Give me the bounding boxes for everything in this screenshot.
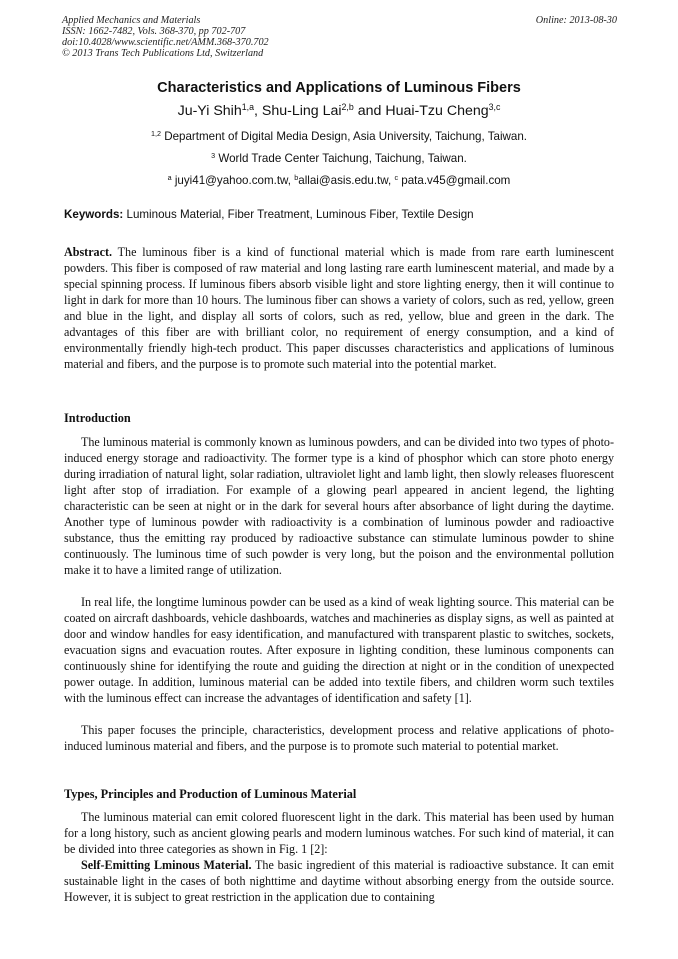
author-superscript: 1,a xyxy=(241,102,254,113)
affiliation-text: World Trade Center Taichung, Taichung, Taiwan. xyxy=(215,152,467,165)
email-superscript: a xyxy=(167,173,172,183)
email-link: pata.v45@gmail.com xyxy=(398,174,511,187)
abstract-label: Abstract. xyxy=(64,245,113,259)
affiliation-superscript: 1,2 xyxy=(150,129,161,139)
types-paragraph-2 xyxy=(64,858,614,906)
email-link: juyi41@yahoo.com.tw, xyxy=(171,174,295,187)
copyright-line: © 2013 Trans Tech Publications Ltd, Switzerland xyxy=(62,48,264,59)
abstract-paragraph xyxy=(64,245,614,373)
author-list xyxy=(0,103,678,119)
affiliation-2 xyxy=(0,152,678,165)
author-separator: and xyxy=(357,103,386,119)
intro-paragraph-2: In real life, the longtime luminous powder can be used as a kind of weak lighting source. This material can be coated on aircraft dashboards, vehicle dashboards, watches and machineries as display signs, as well as painted at door and window handles for easy identification, and manufactured with transparent plastic to switches, sockets, evacuation signs and evacuation routes. After exposure in lighting condition, these luminous components can continuously shine for identifying the route and guiding the direction at night or in the condition of unexpected power outage. In addition, luminous material can be added into textile fibers, and children worm such textiles with the luminous effect can increase the advantages of identification and safety [1]. xyxy=(64,595,614,705)
author-superscript: 3,c xyxy=(488,102,501,113)
keywords-text: Luminous Material, Fiber Treatment, Luminous Fiber, Textile Design xyxy=(123,208,474,221)
email-superscript: c xyxy=(394,173,399,183)
author-name: Huai-Tzu Cheng xyxy=(385,103,489,119)
affiliation-text: Department of Digital Media Design, Asia University, Taichung, Taiwan. xyxy=(160,130,528,143)
paper-title: Characteristics and Applications of Luminous Fibers xyxy=(157,80,521,96)
email-superscript: b xyxy=(294,173,299,183)
journal-header xyxy=(62,15,617,59)
section-heading-introduction: Introduction xyxy=(64,411,131,425)
affiliation-1 xyxy=(0,130,678,143)
types-paragraph-2-text: The basic ingredient of this material is radioactive substance. It can emit sustainable light in the cases of both nighttime and daytime without absorbing energy from the outside source. However, it is subject to great restriction in the application due to containing xyxy=(64,858,614,904)
keywords xyxy=(64,208,619,221)
keywords-label: Keywords: xyxy=(64,208,124,221)
section-heading-types: Types, Principles and Production of Luminous Material xyxy=(64,787,357,801)
email-link: allai@asis.edu.tw, xyxy=(298,174,395,187)
intro-paragraph-3: This paper focuses the principle, characteristics, development process and relative applications of photo-induced luminous material and fibers, and the purpose is to promote such material to potential market. xyxy=(64,723,614,753)
abstract-text: The luminous fiber is a kind of functional material which is made from rare earth luminescent powders. This fiber is composed of raw material and long lasting rare earth luminescent material, and made by a special spinning process. If luminous fibers absorb visible light and store lighting energy, then it will continue to light in dark for more than 10 hours. The luminous fiber can shows a variety of colors, such as red, yellow, green and blue in the light, and display all sorts of colors, such as red, yellow, blue and green in the dark. The advantages of this fiber are with brilliant color, no requirement of energy consumption, and a kind of environmentally friendly high-tech product. This paper discusses characteristics and applications of luminous material and fibers, and the purpose is to promote such material into the potential market. xyxy=(64,245,614,371)
types-paragraph-1: The luminous material can emit colored fluorescent light in the dark. This material has been used by human for a long history, such as ancient glowing pearls and modern luminous watches. For such kind of material, it can be divided into three categories as shown in Fig. 1 [2]: xyxy=(64,810,614,856)
journal-name: Applied Mechanics and Materials xyxy=(62,15,201,26)
author-name: Shu-Ling Lai xyxy=(261,103,342,119)
doi-line: doi:10.4028/www.scientific.net/AMM.368-370.702 xyxy=(62,37,269,48)
affiliation-superscript: 3 xyxy=(211,151,216,161)
author-separator: , xyxy=(253,103,262,119)
subsection-lead: Self-Emitting Lminous Material. xyxy=(81,858,252,872)
issn-line: ISSN: 1662-7482, Vols. 368-370, pp 702-707 xyxy=(62,26,246,37)
author-name: Ju-Yi Shih xyxy=(177,103,242,119)
online-date: Online: 2013-08-30 xyxy=(535,15,617,26)
intro-paragraph-1: The luminous material is commonly known as luminous powders, and can be divided into two types of photo-induced energy storage and radioactivity. The former type is a kind of phosphor which can store photo energy during irradiation of natural light, solar radiation, ultraviolet light and lamb light, then slowly releases fluorescent light after stop of irradiation. For example of a glowing pearl appeared in ancient legend, the lighting characteristic can be seen at night or in the dark for several hours after absorbance of light during the daytime. Another type of luminous powder with radioactivity is a combination of luminous powder and radioactive substance, thus the emitting ray produced by radioactive substance can stimulate luminous powder to shine continuously. The luminous time of such powder is very long, but the poison and the environmental pollution make it to have a limited range of utilization. xyxy=(64,435,614,577)
author-superscript: 2,b xyxy=(341,102,354,113)
author-emails xyxy=(0,174,678,187)
